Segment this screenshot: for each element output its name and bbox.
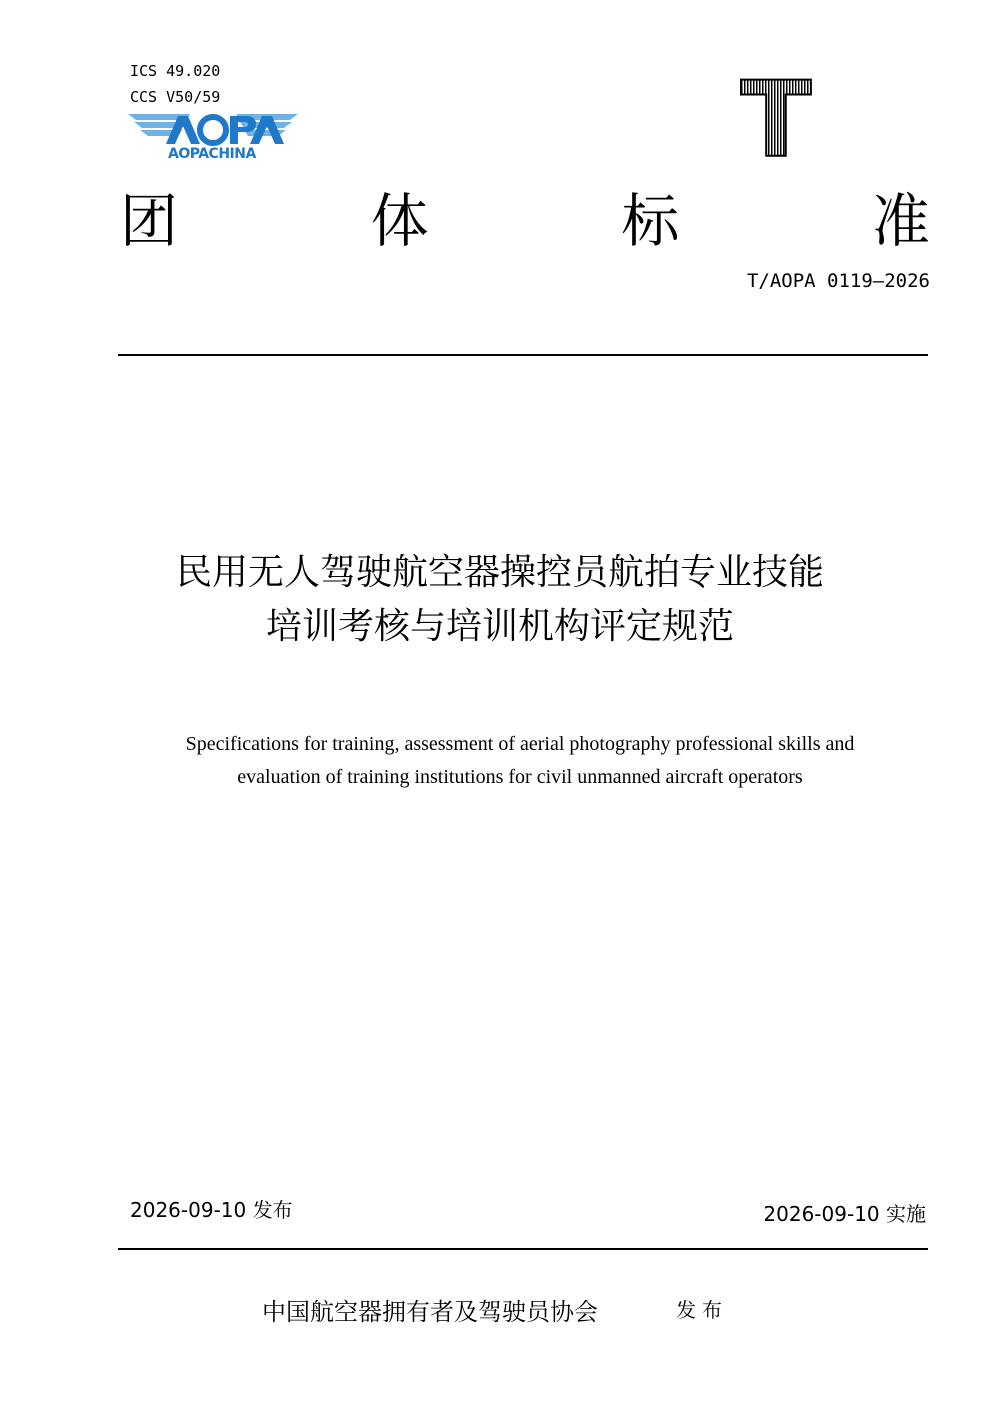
aopa-china-wordmark: AOPACHINA [168,146,256,162]
ics-code: ICS 49.020 [130,62,221,80]
chinese-title [60,546,940,654]
publish-label: 发布 [676,1298,728,1322]
implementation-date: 2026-09-10 实施 [763,1202,926,1226]
issue-date: 2026-09-10 发布 [130,1198,293,1222]
ccs-code: CCS V50/59 [130,88,221,106]
english-title-line: evaluation of training institutions for civil unmanned aircraft operators [237,766,803,788]
english-title [60,728,980,794]
category-letter-t: T [740,78,812,160]
english-title-line: Specifications for training, assessment of aerial photography professional skills and [185,733,855,755]
category-letter [738,78,814,160]
standard-type-char: 团 [120,187,179,255]
standard-type-char: 准 [871,187,930,255]
header-divider [118,354,928,356]
standard-type-char: 标 [621,187,680,255]
chinese-title-line: 民用无人驾驶航空器操控员航拍专业技能 [175,552,824,593]
publisher-name: 中国航空器拥有者及驾驶员协会 [262,1298,598,1326]
chinese-title-line: 培训考核与培训机构评定规范 [265,606,734,647]
standard-type-title [120,186,930,256]
standard-number: T/AOPA 0119—2026 [746,270,930,292]
standard-type-char: 体 [370,187,429,255]
footer-divider [118,1248,928,1250]
